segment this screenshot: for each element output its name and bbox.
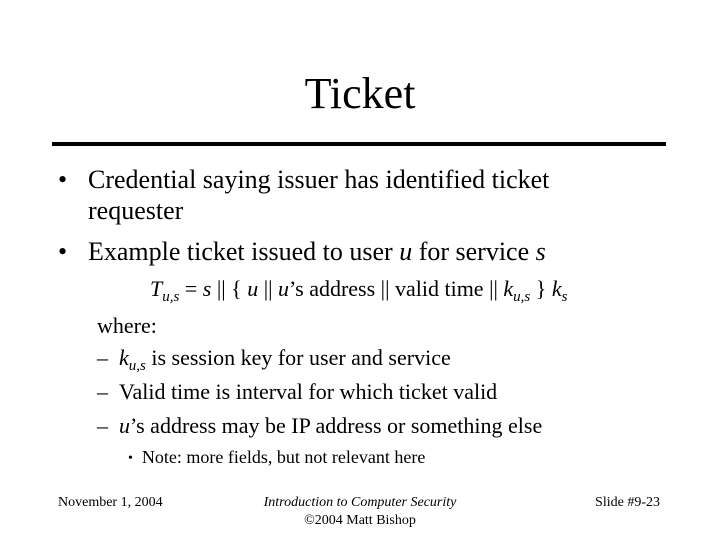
footer-slide-number: Slide #9-23 (595, 495, 660, 510)
formula-T: T (150, 276, 163, 301)
formula-sep1: || { (211, 276, 248, 301)
footer-copyright: ©2004 Matt Bishop (304, 513, 416, 528)
item-text (119, 413, 542, 439)
formula-sep2: || (258, 276, 279, 301)
bullet-example-text (88, 236, 546, 267)
note-bullet: • (128, 451, 133, 466)
title-divider (52, 142, 666, 146)
formula-close: } (530, 276, 552, 301)
formula-s: s (202, 276, 212, 301)
slide-title: Ticket (304, 69, 416, 118)
item-k-text: is session key for user and service (145, 345, 451, 370)
footer-center (210, 494, 510, 530)
example-user: u (399, 237, 413, 266)
example-middle: for service (412, 237, 536, 266)
formula-k2-sub: s (561, 289, 568, 305)
formula-T-sub: u,s (162, 289, 180, 305)
item-k-sub: u,s (128, 358, 146, 374)
formula-k-sub: u,s (513, 289, 531, 305)
formula-u: u (247, 276, 259, 301)
item-text (119, 345, 451, 374)
footer-course: Introduction to Computer Security (263, 495, 457, 510)
bullet-marker: • (58, 237, 68, 266)
dash-marker: – (97, 345, 108, 370)
note-text: Note: more fields, but not relevant here (141, 447, 426, 467)
example-prefix: Example ticket issued to user (88, 237, 400, 266)
item-text: Valid time is interval for which ticket valid (119, 379, 498, 404)
formula-u2: u (278, 276, 290, 301)
note-line (128, 446, 425, 471)
dash-marker: – (97, 413, 108, 438)
bullet-marker: • (58, 165, 68, 194)
ticket-formula (150, 276, 568, 305)
where-label: where: (97, 313, 157, 338)
item-k: k (119, 345, 129, 370)
formula-eq: = (179, 276, 203, 301)
formula-k: k (503, 276, 514, 301)
item-u-text: ’s address may be IP address or something else (130, 413, 543, 438)
formula-addr: ’s address || valid time || (289, 276, 504, 301)
formula-k2: k (551, 276, 562, 301)
footer-date: November 1, 2004 (58, 495, 163, 510)
item-u: u (119, 413, 130, 438)
dash-marker: – (97, 379, 108, 404)
example-service: s (535, 237, 546, 266)
bullet-text-line2: requester (88, 196, 184, 225)
bullet-text-line1: Credential saying issuer has identified ticket (88, 165, 550, 194)
